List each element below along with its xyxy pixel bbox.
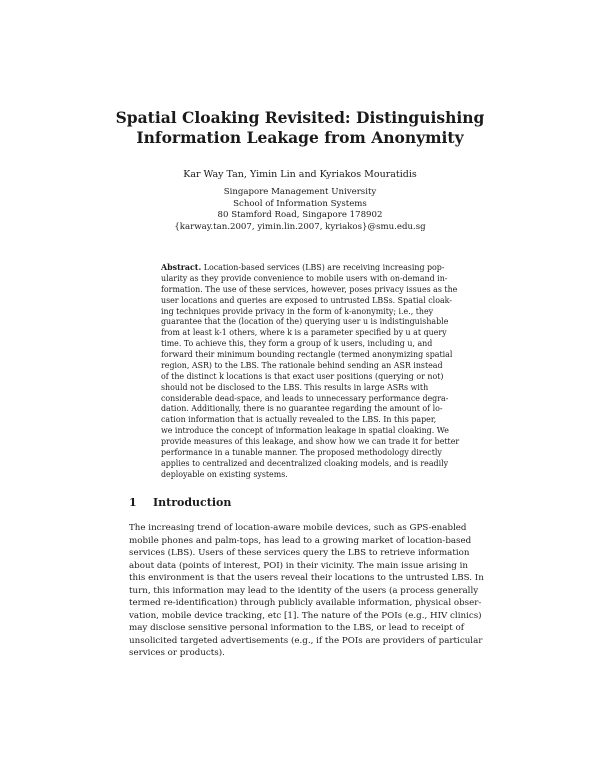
intro-line: services (LBS). Users of these services query the LBS to retrieve information — [129, 548, 470, 558]
abstract-line: guarantee that the (location of the) querying user u is indistinguishable — [161, 317, 449, 327]
abstract-line: we introduce the concept of information leakage in spatial cloaking. We — [161, 426, 449, 436]
affiliation-block — [60, 187, 540, 233]
section-title: Introduction — [153, 496, 232, 509]
intro-line: may disclose sensitive personal information to the LBS, or lead to receipt of — [129, 623, 464, 633]
intro-line: this environment is that the users reveal their locations to the untrusted LBS. In — [129, 573, 484, 583]
affiliation-email: {karway.tan.2007, yimin.lin.2007, kyriakos}@smu.edu.sg — [174, 221, 426, 232]
abstract-line: deployable on existing systems. — [161, 469, 288, 479]
abstract-line: from at least k-1 others, where k is a parameter specified by u at query — [161, 328, 447, 338]
intro-line: services or products). — [129, 648, 225, 658]
abstract-line: cation information that is actually revealed to the LBS. In this paper, — [161, 415, 437, 425]
intro-line: The increasing trend of location-aware mobile devices, such as GPS-enabled — [129, 523, 467, 533]
abstract-line: time. To achieve this, they form a group of k users, including u, and — [161, 339, 433, 349]
intro-line: mobile phones and palm-tops, has lead to a growing market of location-based — [129, 535, 472, 546]
intro-line: vation, mobile device tracking, etc [1]. The nature of the POIs (e.g., HIV clinics) — [129, 610, 482, 621]
abstract-line: applies to centralized and decentralized cloaking models, and is readily — [161, 458, 449, 468]
title-line-1: Spatial Cloaking Revisited: Distinguishing — [115, 108, 485, 127]
abstract-line: dation. Additionally, there is no guarantee regarding the amount of lo- — [161, 404, 443, 414]
paper-title — [60, 108, 540, 148]
abstract-line: forward their minimum bounding rectangle (termed anonymizing spatial — [161, 350, 453, 359]
abstract-line: should not be disclosed to the LBS. This results in large ASRs with — [161, 382, 429, 392]
abstract-line: considerable dead-space, and leads to unnecessary performance degra- — [161, 393, 449, 403]
section-number: 1 — [129, 496, 137, 509]
abstract-line: performance in a tunable manner. The proposed methodology directly — [161, 447, 442, 457]
introduction-body — [129, 522, 484, 660]
author-list: Kar Way Tan, Yimin Lin and Kyriakos Mouratidis — [183, 169, 417, 180]
section-heading — [129, 496, 231, 509]
abstract-line: ing techniques provide privacy in the form of k-anonymity; i.e., they — [161, 306, 434, 316]
affiliation-address: 80 Stamford Road, Singapore 178902 — [217, 210, 383, 220]
intro-line: turn, this information may lead to the identity of the users (a process generally — [129, 585, 479, 596]
intro-line: unsolicited targeted advertisements (e.g., if the POIs are providers of particular — [129, 635, 483, 646]
abstract-line: region, ASR) to the LBS. The rationale behind sending an ASR instead — [161, 360, 443, 370]
abstract-label: Abstract. — [161, 263, 202, 272]
abstract-line: ularity as they provide convenience to mobile users with on-demand in- — [161, 273, 448, 283]
abstract-line: formation. The use of these services, however, poses privacy issues as the — [161, 284, 458, 294]
intro-line: about data (points of interest, POI) in their vicinity. The main issue arising in — [129, 560, 468, 571]
abstract-line: Abstract. Location-based services (LBS) are receiving increasing pop- — [161, 263, 445, 272]
title-line-2: Information Leakage from Anonymity — [136, 128, 464, 147]
abstract-line: user locations and queries are exposed to untrusted LBSs. Spatial cloak- — [161, 295, 452, 305]
abstract-line: of the distinct k locations is that exact user positions (querying or not) — [161, 371, 444, 381]
affiliation-school: School of Information Systems — [233, 198, 367, 209]
affiliation-university: Singapore Management University — [223, 187, 377, 197]
abstract-block — [161, 263, 460, 481]
intro-line: termed re-identification) through publicly available information, physical obser- — [129, 598, 482, 608]
abstract-line: provide measures of this leakage, and show how we can trade it for better — [161, 437, 460, 446]
